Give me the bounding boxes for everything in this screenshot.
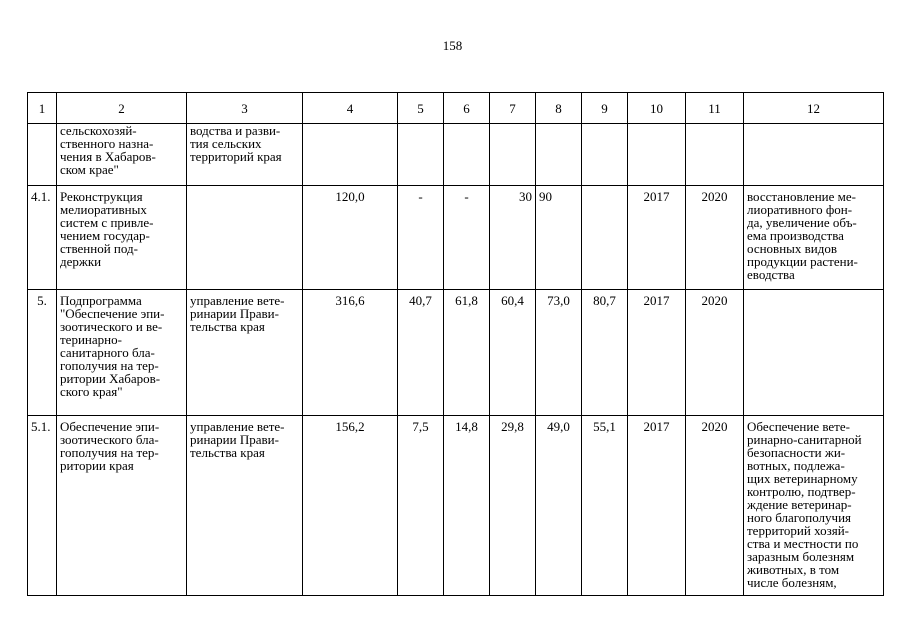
table-row bbox=[28, 124, 884, 186]
year-2-amount: 14,8 bbox=[444, 416, 490, 596]
program-table bbox=[27, 92, 884, 596]
header-row bbox=[28, 93, 884, 124]
start-year: 2017 bbox=[628, 186, 686, 290]
year-5-amount: 80,7 bbox=[582, 290, 628, 416]
year-3-amount: 60,4 bbox=[490, 290, 536, 416]
table-row bbox=[28, 416, 884, 596]
end-year: 2020 bbox=[686, 416, 744, 596]
year-1-amount: 40,7 bbox=[398, 290, 444, 416]
header-col-11: 11 bbox=[686, 93, 744, 124]
end-year bbox=[686, 124, 744, 186]
header-col-2: 2 bbox=[57, 93, 187, 124]
measure-name: сельскохозяй- ственного назна- чения в Хабаров- ском крае" bbox=[60, 123, 156, 177]
header-col-10: 10 bbox=[628, 93, 686, 124]
year-5-amount: 55,1 bbox=[582, 416, 628, 596]
header-col-1: 1 bbox=[28, 93, 57, 124]
year-4-amount bbox=[536, 124, 582, 186]
year-4-amount: 49,0 bbox=[536, 416, 582, 596]
year-2-amount: 61,8 bbox=[444, 290, 490, 416]
start-year: 2017 bbox=[628, 416, 686, 596]
year-4-amount: 90 bbox=[536, 186, 582, 290]
measure-name: Обеспечение эпи- зоотического бла- гополучия на тер- ритории края bbox=[60, 419, 160, 473]
row-index: 5.1. bbox=[28, 416, 57, 596]
year-1-amount: 7,5 bbox=[398, 416, 444, 596]
year-3-amount: 30 bbox=[490, 186, 536, 290]
year-5-amount bbox=[582, 186, 628, 290]
header-col-4: 4 bbox=[303, 93, 398, 124]
start-year: 2017 bbox=[628, 290, 686, 416]
row-index bbox=[28, 124, 57, 186]
total-amount: 120,0 bbox=[303, 186, 398, 290]
total-amount: 316,6 bbox=[303, 290, 398, 416]
row-index: 4.1. bbox=[28, 186, 57, 290]
expected-result: Обеспечение вете- ринарно-санитарной безопасности жи- вотных, подлежа- щих ветеринарному контролю, подтвер- ждение ветеринар- ного благополучия территорий хозяй- ства и местности по заразным болезням животных, в том числе болезням, bbox=[747, 419, 862, 590]
table-row bbox=[28, 186, 884, 290]
total-amount bbox=[303, 124, 398, 186]
end-year: 2020 bbox=[686, 186, 744, 290]
end-year: 2020 bbox=[686, 290, 744, 416]
page-number: 158 bbox=[442, 38, 463, 53]
total-amount: 156,2 bbox=[303, 416, 398, 596]
year-1-amount bbox=[398, 124, 444, 186]
year-4-amount: 73,0 bbox=[536, 290, 582, 416]
header-col-9: 9 bbox=[582, 93, 628, 124]
executor: управление вете- ринарии Прави- тельства края bbox=[190, 419, 285, 460]
year-2-amount: - bbox=[444, 186, 490, 290]
header-col-8: 8 bbox=[536, 93, 582, 124]
expected-result bbox=[744, 124, 884, 186]
executor: управление вете- ринарии Прави- тельства края bbox=[190, 293, 285, 334]
measure-name: Реконструкция мелиоративных систем с привле- чением государ- ственной под- держки bbox=[60, 189, 154, 269]
year-2-amount bbox=[444, 124, 490, 186]
header-col-3: 3 bbox=[187, 93, 303, 124]
year-3-amount: 29,8 bbox=[490, 416, 536, 596]
year-5-amount bbox=[582, 124, 628, 186]
header-col-7: 7 bbox=[490, 93, 536, 124]
header-col-6: 6 bbox=[444, 93, 490, 124]
executor: водства и разви- тия сельских территорий края bbox=[190, 123, 282, 164]
header-col-5: 5 bbox=[398, 93, 444, 124]
header-col-12: 12 bbox=[744, 93, 884, 124]
year-3-amount bbox=[490, 124, 536, 186]
row-index: 5. bbox=[28, 290, 57, 416]
year-1-amount: - bbox=[398, 186, 444, 290]
expected-result: восстановление ме- лиоративного фон- да, увеличение объ- ема производства основных видов продукции растени- еводства bbox=[747, 189, 858, 282]
measure-name: Подпрограмма "Обеспечение эпи- зоотического и ве- теринарно- санитарного бла- гополучия на тер- ритории Хабаров- ского края" bbox=[60, 293, 165, 399]
start-year bbox=[628, 124, 686, 186]
table-row bbox=[28, 290, 884, 416]
